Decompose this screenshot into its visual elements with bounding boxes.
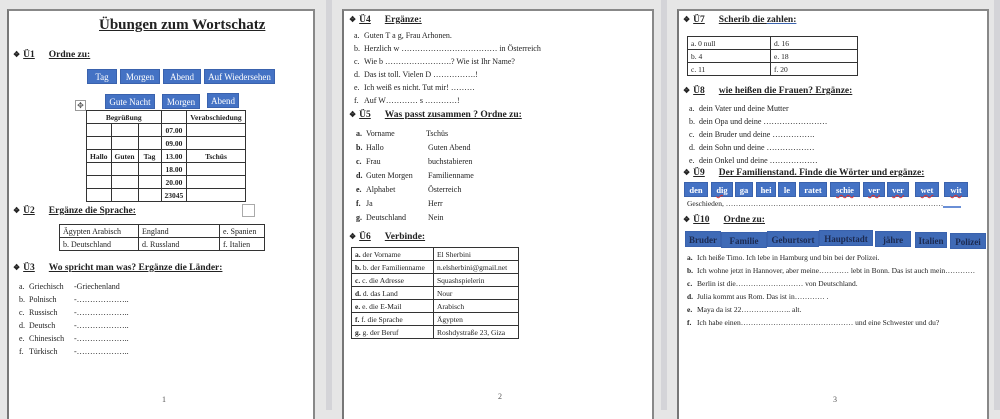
table-cell[interactable]: [87, 137, 112, 150]
table-cell: d. 16: [771, 37, 858, 50]
syllable-button[interactable]: hei: [756, 182, 776, 197]
syllable-button[interactable]: ver: [863, 182, 885, 197]
table-cell: e. e. die E-Mail: [352, 300, 434, 313]
document-page-2: [342, 9, 654, 419]
list-item: b. Polnisch -………………..: [19, 295, 129, 304]
list-item: c. dein Bruder und deine …………….: [689, 130, 815, 139]
exercise-instruction: Ergänze die Sprache:: [48, 206, 136, 216]
table-cell[interactable]: [111, 137, 138, 150]
page-gap: [326, 0, 332, 410]
list-item: a. Griechisch -Griechenland: [19, 282, 120, 291]
word-button-hauptstadt[interactable]: Hauptstadt: [819, 230, 873, 246]
list-item: f. Ich habe einen……………………………………… und eine Schwester und du?: [687, 318, 940, 327]
table-cell[interactable]: [111, 189, 138, 202]
table-cell: b. Deutschland: [60, 238, 139, 251]
syllable-button[interactable]: ratet: [799, 182, 827, 197]
cell-tag: Tag: [138, 150, 161, 163]
table-cell: d. d. das Land: [352, 287, 434, 300]
word-button-jaehre[interactable]: jähre: [875, 231, 911, 247]
list-item: c. Russisch -………………..: [19, 308, 129, 317]
table-cell[interactable]: [111, 124, 138, 137]
table-cell[interactable]: [138, 124, 161, 137]
table-cell: England: [139, 225, 220, 238]
syllable-button[interactable]: wet: [915, 182, 939, 197]
table-cell[interactable]: [87, 189, 112, 202]
table-cell[interactable]: [111, 176, 138, 189]
table-cell: e. 18: [771, 50, 858, 63]
table-cell: f. 20: [771, 63, 858, 76]
table-cell[interactable]: [111, 163, 138, 176]
cell-hallo: Hallo: [87, 150, 112, 163]
answer-line[interactable]: Geschieden, ……………………………………………………………………………: [687, 199, 961, 208]
document-page-1: [7, 9, 315, 419]
exercise-heading-u10: [683, 215, 765, 225]
exercise-number: Ü8: [693, 86, 705, 96]
list-item: b. Hallo Guten Abend: [356, 143, 471, 152]
time-cell: 13.00: [161, 150, 187, 163]
word-button-abend-2[interactable]: Abend: [207, 93, 239, 108]
diamond-bullet-icon: ❖: [13, 263, 21, 272]
exercise-instruction: zahlen:: [766, 15, 797, 25]
table-move-handle-icon[interactable]: ✥: [75, 100, 86, 111]
exercise-instruction: die: [752, 15, 765, 25]
language-table: [59, 224, 265, 251]
list-item: c. Wie b …………………….? Wie ist Ihr Name?: [354, 57, 515, 66]
list-item: a. Guten T a g, Frau Arhonen.: [354, 31, 452, 40]
table-cell: f. Italien: [220, 238, 265, 251]
table-cell[interactable]: [138, 163, 161, 176]
diamond-bullet-icon: ❖: [349, 232, 357, 241]
page-number: 3: [833, 395, 837, 404]
exercise-instruction: wie heißen die Frauen? Ergänze:: [718, 86, 853, 96]
time-cell: 09.00: [161, 137, 187, 150]
list-item: d. Deutsch -………………..: [19, 321, 129, 330]
list-item: d. Das ist toll. Vielen D …………….!: [354, 70, 478, 79]
exercise-instruction: Der Familienstand. Finde die Wörter und ergänze:: [718, 168, 925, 178]
word-button-morgen[interactable]: Morgen: [120, 69, 160, 84]
table-cell[interactable]: [187, 176, 245, 189]
list-item: b. dein Opa und deine ……………………: [689, 117, 828, 126]
page-number: 2: [498, 392, 502, 401]
table-cell[interactable]: [187, 189, 245, 202]
syllable-button[interactable]: den: [684, 182, 708, 197]
table-cell: Ägypten Arabisch: [60, 225, 139, 238]
word-button-geburtsort[interactable]: Geburtsort: [767, 231, 819, 247]
table-cell: El Sherbini: [434, 248, 519, 261]
exercise-instruction: Ordne zu:: [723, 215, 765, 225]
header-verabschiedung: Verabschiedung: [187, 111, 245, 124]
table-cell[interactable]: [87, 124, 112, 137]
exercise-instruction: Was passt zusammen ? Ordne zu:: [384, 110, 522, 120]
exercise-number: Ü2: [23, 206, 35, 216]
table-cell: Nour: [434, 287, 519, 300]
word-button-polizei[interactable]: Polizei: [950, 233, 986, 249]
connect-table: [351, 247, 519, 339]
checkbox[interactable]: [242, 204, 255, 217]
exercise-number: Ü6: [359, 232, 371, 242]
diamond-bullet-icon: ❖: [349, 15, 357, 24]
exercise-number: Ü7: [693, 15, 705, 25]
list-item: f. Ja Herr: [356, 199, 443, 208]
table-cell[interactable]: [87, 176, 112, 189]
table-cell[interactable]: [138, 176, 161, 189]
exercise-instruction: Scherib: [718, 15, 750, 25]
time-cell: 18.00: [161, 163, 187, 176]
exercise-heading-u5: [349, 110, 522, 120]
exercise-number: Ü9: [693, 168, 705, 178]
exercise-heading-u7: [683, 15, 796, 25]
table-cell[interactable]: [187, 137, 245, 150]
list-item: c. Berlin ist die……………………… von Deutschland.: [687, 279, 858, 288]
list-item: e. Alphabet Österreich: [356, 185, 462, 194]
list-item: d. Julia kommt aus Rom. Das ist in………… .: [687, 292, 829, 301]
word-button-auf-wiedersehen[interactable]: Auf Wiedersehen: [204, 69, 275, 84]
table-cell: d. Russland: [139, 238, 220, 251]
diamond-bullet-icon: ❖: [349, 110, 357, 119]
list-item: e. Ich weiß es nicht. Tut mir! ………: [354, 83, 475, 92]
time-cell: 07.00: [161, 124, 187, 137]
list-item: c. Frau buchstabieren: [356, 157, 473, 166]
greeting-time-table: [86, 110, 246, 202]
table-cell: Roshdystraße 23, Giza: [434, 326, 519, 339]
list-item: b. Ich wohne jetzt in Hannover, aber meine………… lebt in Bonn. Das ist auch mein…………: [687, 266, 976, 275]
table-cell[interactable]: [187, 124, 245, 137]
word-button-familie[interactable]: Familie: [721, 232, 767, 248]
time-cell: 23045: [161, 189, 187, 202]
exercise-heading-u4: [349, 15, 422, 25]
numbers-table: [687, 36, 858, 76]
table-cell: f. f. die Sprache: [352, 313, 434, 326]
syllable-button[interactable]: le: [778, 182, 796, 197]
list-item: f. Auf W………… s …………!: [354, 96, 460, 105]
word-button-gute-nacht[interactable]: Gute Nacht: [105, 94, 155, 109]
table-cell[interactable]: [87, 163, 112, 176]
grammar-underline: [943, 203, 961, 208]
list-item: e. dein Onkel und deine ………………: [689, 156, 818, 165]
table-cell: n.elsherbini@gmail.net: [434, 261, 519, 274]
table-cell: a. 0 null: [688, 37, 771, 50]
table-cell: Squashspielerin: [434, 274, 519, 287]
list-item: e. Maya da ist 22……………….. alt.: [687, 305, 802, 314]
syllable-button[interactable]: dig: [711, 182, 733, 197]
table-cell[interactable]: [138, 189, 161, 202]
word-button-tag[interactable]: Tag: [87, 69, 117, 84]
exercise-number: Ü3: [23, 263, 35, 273]
word-button-italien[interactable]: Italien: [915, 232, 947, 248]
diamond-bullet-icon: ❖: [13, 50, 21, 59]
table-cell[interactable]: [138, 137, 161, 150]
table-cell: b. b. der Familienname: [352, 261, 434, 274]
exercise-heading-u9: [683, 168, 924, 178]
exercise-number: Ü1: [23, 50, 35, 60]
exercise-instruction: Ordne zu:: [48, 50, 91, 60]
exercise-heading-u2: [13, 206, 136, 216]
table-cell[interactable]: [187, 163, 245, 176]
table-cell: e. Spanien: [220, 225, 265, 238]
list-item: a. dein Vater und deine Mutter: [689, 104, 789, 113]
time-cell: 20.00: [161, 176, 187, 189]
exercise-instruction: Wo spricht man was? Ergänze die Länder:: [48, 263, 223, 273]
table-cell: g. g. der Beruf: [352, 326, 434, 339]
exercise-number: Ü5: [359, 110, 371, 120]
word-button-morgen-2[interactable]: Morgen: [162, 94, 200, 109]
syllable-button[interactable]: ga: [735, 182, 753, 197]
document-title: Übungen zum Wortschatz: [99, 17, 266, 33]
page-gap: [661, 0, 667, 410]
scrollbar-track[interactable]: [994, 0, 1000, 410]
list-item: d. Guten Morgen Familienname: [356, 171, 474, 180]
table-cell: c. c. die Adresse: [352, 274, 434, 287]
diamond-bullet-icon: ❖: [683, 168, 691, 177]
page-number: 1: [162, 395, 166, 404]
header-begruessung: Begrüßung: [87, 111, 162, 124]
table-cell: b. 4: [688, 50, 771, 63]
exercise-instruction: Verbinde:: [384, 232, 426, 242]
word-button-bruder[interactable]: Bruder: [685, 231, 721, 247]
exercise-number: Ü4: [359, 15, 371, 25]
list-item: a. Ich heiße Timo. Ich lebe in Hamburg und bin bei der Polizei.: [687, 253, 880, 262]
exercise-heading-u3: [13, 263, 222, 273]
syllable-button[interactable]: ver: [887, 182, 909, 197]
cell-guten: Guten: [111, 150, 138, 163]
exercise-heading-u6: [349, 232, 425, 242]
exercise-heading-u8: [683, 86, 852, 96]
table-cell: [161, 111, 187, 124]
syllable-button[interactable]: schie: [830, 182, 860, 197]
diamond-bullet-icon: ❖: [683, 215, 691, 224]
list-item: g. Deutschland Nein: [356, 213, 444, 222]
syllable-button[interactable]: wit: [944, 182, 968, 197]
diamond-bullet-icon: ❖: [683, 86, 691, 95]
document-page-3: [677, 9, 989, 419]
word-button-abend[interactable]: Abend: [163, 69, 201, 84]
list-item: d. dein Sohn und deine ………………: [689, 143, 815, 152]
list-item: e. Chinesisch -………………..: [19, 334, 129, 343]
exercise-heading-u1: [13, 50, 90, 60]
diamond-bullet-icon: ❖: [13, 206, 21, 215]
list-item: f. Türkisch -………………..: [19, 347, 129, 356]
table-cell: Ägypten: [434, 313, 519, 326]
cell-tschues: Tschüs: [187, 150, 245, 163]
list-item: b. Herzlich w ……………………………… in Österreich: [354, 44, 541, 53]
table-cell: c. 11: [688, 63, 771, 76]
exercise-instruction: Ergänze:: [384, 15, 422, 25]
exercise-number: Ü10: [693, 215, 710, 225]
table-cell: Arabisch: [434, 300, 519, 313]
list-item: a. Vorname Tschüs: [356, 129, 449, 138]
table-cell: a. der Vorname: [352, 248, 434, 261]
diamond-bullet-icon: ❖: [683, 15, 691, 24]
